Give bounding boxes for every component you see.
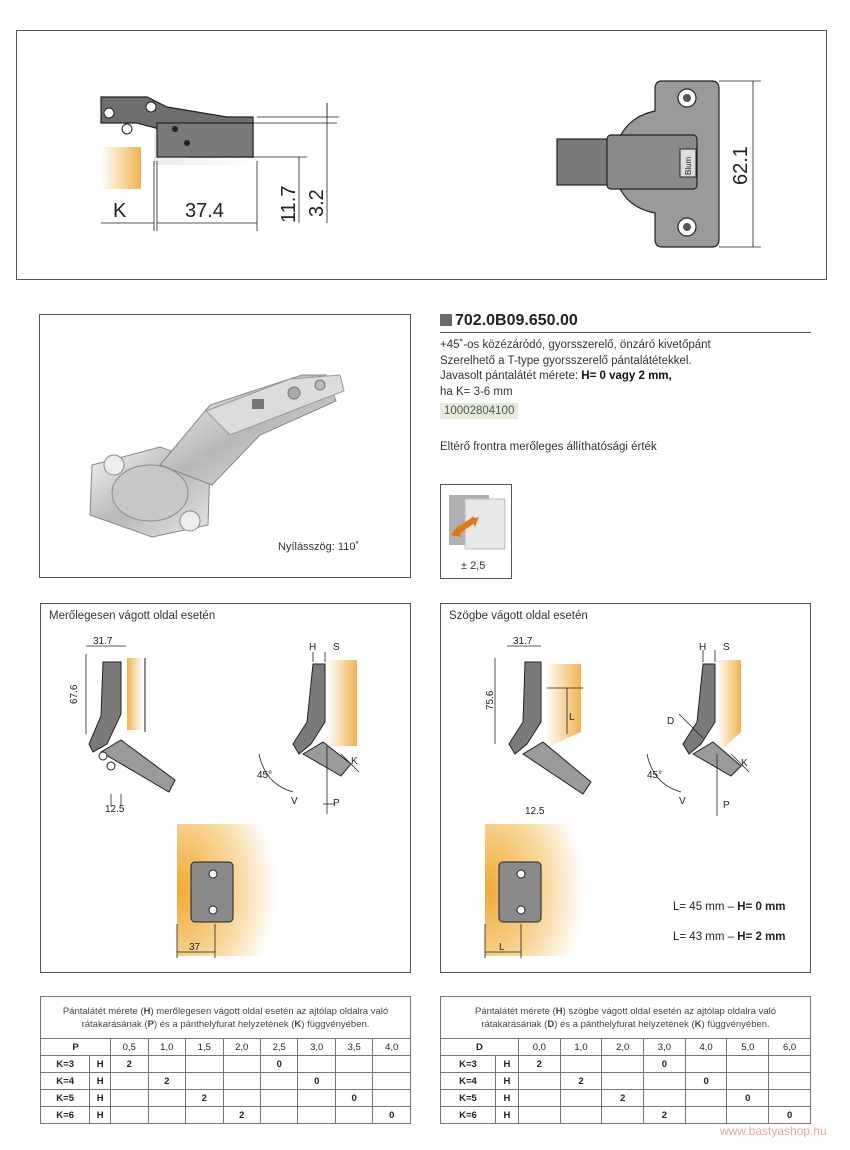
perpendicular-panel: [40, 603, 411, 973]
dim-h1-label: 11.7: [278, 185, 300, 223]
left-label-k: K: [351, 756, 358, 767]
desc-line-1: +45˚-os közézáródó, gyorsszerelő, önzáró kivetőpánt: [440, 339, 711, 351]
right-angle: 45°: [647, 770, 663, 781]
left-label-p: P: [333, 798, 340, 809]
brand-label: Blum: [684, 156, 693, 175]
table-left-header: P 0,5 1,0 1,5 2,0 2,5 3,0 3,5 4,0: [41, 1039, 411, 1056]
perpendicular-panel-title: Merőlegesen vágott oldal esetén: [49, 610, 216, 622]
angled-table: [440, 996, 811, 1124]
table-row: K=5 H 2 0: [441, 1090, 811, 1107]
left-label-s: S: [333, 642, 340, 653]
right-label-l-plate: L: [499, 942, 505, 953]
left-label-h: H: [309, 642, 317, 653]
dim-plate-height-label: 62.1: [730, 146, 752, 185]
product-photo-frame: [39, 314, 411, 578]
desc-line-3: Javasolt pántalátét mérete: H= 0 vagy 2 mm,: [440, 370, 672, 382]
dim-h2-label: 3.2: [306, 189, 328, 217]
adjust-arrow-icon: [441, 485, 513, 580]
title-divider: [440, 332, 811, 333]
product-description: [440, 338, 711, 400]
perpendicular-table: [40, 996, 411, 1124]
right-label-v: V: [679, 796, 686, 807]
watermark: www.bastyashop.hu: [720, 1124, 827, 1138]
dim-k-label: K: [113, 200, 127, 222]
right-dim-top: 31.7: [513, 636, 533, 647]
right-dim-vertical: 75.6: [485, 690, 496, 710]
table-row: K=6 H 2 0: [41, 1107, 411, 1124]
dim-width-label: 37.4: [185, 200, 224, 222]
left-dim-vertical: 67.6: [69, 684, 80, 704]
right-note-1: L= 45 mm – H= 0 mm: [673, 901, 786, 913]
code-square-icon: [440, 314, 452, 326]
table-row: K=5 H 2 0: [41, 1090, 411, 1107]
perpendicular-diagram: [41, 604, 412, 974]
table-right-header: D 0,0 1,0 2,0 3,0 4,0 5,0 6,0: [441, 1039, 811, 1056]
hinge-dimension-drawing: [17, 31, 828, 281]
left-dim-top: 31.7: [93, 636, 113, 647]
adjust-icon-box: [440, 484, 512, 579]
right-label-k: K: [741, 758, 748, 769]
table-row: K=4 H 2 0: [441, 1073, 811, 1090]
table-left-caption: Pántalátét mérete (H) merőlegesen vágott oldal esetén az ajtólap oldalra való rátakarásának (P) és a pánthelyfurat helyzetének (K) függvényében.: [41, 997, 411, 1039]
adjustability-note: Eltérő frontra merőleges állíthatósági érték: [440, 441, 657, 453]
angled-panel: [440, 603, 811, 973]
article-number-badge: 10002804100: [440, 403, 518, 419]
table-row: K=4 H 2 0: [41, 1073, 411, 1090]
left-dim-plate: 37: [189, 942, 201, 953]
right-label-l: L: [569, 712, 575, 723]
right-label-s: S: [723, 642, 730, 653]
hinge-photo: [40, 315, 412, 579]
table-right-caption: Pántalátét mérete (H) szögbe vágott oldal esetén az ajtólap oldalra való rátakarásának (D) és a pánthelyfurat helyzetének (K) függvényében.: [441, 997, 811, 1039]
opening-angle-label: Nyílásszög: 110˚: [278, 541, 360, 553]
table-row: K=3 H 2 0: [441, 1056, 811, 1073]
right-label-p: P: [723, 800, 730, 811]
desc-line-2: Szerelhető a T-type gyorsszerelő pántalátétekkel.: [440, 354, 692, 367]
angled-diagram: [441, 604, 812, 974]
angled-panel-title: Szögbe vágott oldal esetén: [449, 610, 588, 622]
right-note-2: L= 43 mm – H= 2 mm: [673, 931, 786, 943]
top-drawing-frame: [16, 30, 827, 280]
adjust-value: ± 2,5: [461, 560, 486, 572]
desc-line-4: ha K= 3-6 mm: [440, 385, 513, 398]
left-dim-bottom: 12.5: [105, 804, 125, 815]
table-row: K=6 H 2 0: [441, 1107, 811, 1124]
right-label-d: D: [667, 716, 675, 727]
left-label-v: V: [291, 796, 298, 807]
product-code: 702.0B09.650.00: [440, 312, 578, 330]
right-dim-bottom: 12.5: [525, 806, 545, 817]
left-angle: 45°: [257, 770, 273, 781]
table-row: K=3 H 2 0: [41, 1056, 411, 1073]
right-label-h: H: [699, 642, 707, 653]
